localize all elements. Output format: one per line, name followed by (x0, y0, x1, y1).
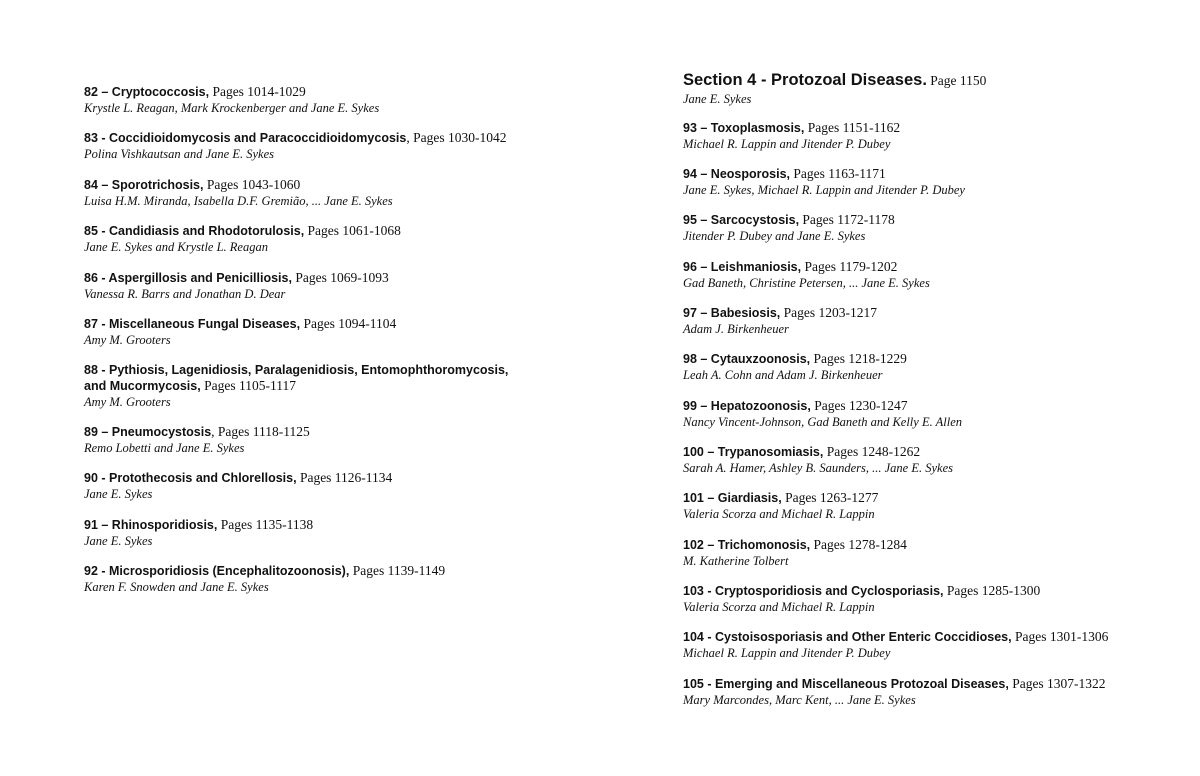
chapter-title[interactable]: 104 - Cystoisosporiasis and Other Enteric Coccidioses, (683, 630, 1012, 644)
chapter-entry-95[interactable] (683, 212, 1163, 244)
chapter-title-line (683, 259, 1163, 275)
chapter-authors: Karen F. Snowden and Jane E. Sykes (84, 580, 269, 594)
chapter-title[interactable]: 87 - Miscellaneous Fungal Diseases, (84, 317, 301, 331)
chapter-authors: Michael R. Lappin and Jitender P. Dubey (683, 646, 891, 660)
section-page: Page 1150 (926, 73, 987, 88)
chapter-title-line (683, 212, 1163, 228)
chapter-entry-101[interactable] (683, 490, 1163, 522)
chapter-title-line (84, 470, 554, 486)
chapter-entry-88[interactable] (84, 362, 554, 410)
chapter-title[interactable]: 91 – Rhinosporidiosis, (84, 518, 218, 532)
chapter-authors: Jane E. Sykes (84, 487, 153, 501)
chapter-pages: Pages 1230-1247 (810, 398, 908, 413)
chapter-pages: Pages 1139-1149 (349, 563, 446, 578)
chapter-title-line (683, 629, 1163, 645)
chapter-pages: Pages 1285-1300 (943, 583, 1041, 598)
chapter-authors: Polina Vishkautsan and Jane E. Sykes (84, 147, 275, 161)
chapter-pages: Pages 1043-1060 (203, 177, 301, 192)
chapter-entry-93[interactable] (683, 120, 1163, 152)
chapter-title[interactable]: 102 – Trichomonosis, (683, 538, 811, 552)
section-title-line (683, 70, 1163, 91)
chapter-title-line (683, 490, 1163, 506)
chapter-title-line (683, 676, 1163, 692)
chapter-entry-97[interactable] (683, 305, 1163, 337)
chapter-pages: Pages 1307-1322 (1008, 676, 1106, 691)
chapter-entry-94[interactable] (683, 166, 1163, 198)
chapter-entry-90[interactable] (84, 470, 554, 502)
chapter-authors: Luisa H.M. Miranda, Isabella D.F. Gremião, ... Jane E. Sykes (84, 194, 393, 208)
chapter-pages: Pages 1105-1117 (200, 378, 296, 393)
chapter-pages: Pages 1126-1134 (296, 470, 393, 485)
chapter-title-line (683, 583, 1163, 599)
chapter-title[interactable]: 92 - Microsporidiosis (Encephalitozoonosis), (84, 564, 350, 578)
chapter-pages: Pages 1014-1029 (209, 84, 306, 99)
chapter-authors: Jane E. Sykes and Krystle L. Reagan (84, 240, 268, 254)
section-authors: Jane E. Sykes (683, 92, 752, 106)
section-4-header[interactable] (683, 70, 1163, 107)
chapter-title-line (683, 537, 1163, 553)
chapter-title-line (84, 223, 554, 239)
chapter-title-line (84, 130, 554, 146)
chapter-entry-98[interactable] (683, 351, 1163, 383)
chapter-authors: M. Katherine Tolbert (683, 554, 789, 568)
chapter-title[interactable]: 89 – Pneumocystosis (84, 425, 212, 439)
chapter-entry-102[interactable] (683, 537, 1163, 569)
chapter-title-line (84, 517, 554, 533)
chapter-entry-96[interactable] (683, 259, 1163, 291)
chapter-title[interactable]: 90 - Protothecosis and Chlorellosis, (84, 471, 297, 485)
chapter-entry-92[interactable] (84, 563, 554, 595)
chapter-title[interactable]: 98 – Cytauxzoonosis, (683, 352, 811, 366)
chapter-title[interactable]: 103 - Cryptosporidiosis and Cyclosporiasis, (683, 584, 944, 598)
chapter-title[interactable]: 96 – Leishmaniosis, (683, 260, 802, 274)
chapter-pages: Pages 1203-1217 (780, 305, 878, 320)
chapter-title[interactable]: 83 - Coccidioidomycosis and Paracoccidioidomycosis (84, 131, 407, 145)
chapter-entry-82[interactable] (84, 84, 554, 116)
chapter-title-line (683, 351, 1163, 367)
chapter-authors: Vanessa R. Barrs and Jonathan D. Dear (84, 287, 286, 301)
chapter-title-line (683, 398, 1163, 414)
chapter-pages: Pages 1301-1306 (1011, 629, 1109, 644)
chapter-pages: Pages 1218-1229 (810, 351, 907, 366)
chapter-entry-99[interactable] (683, 398, 1163, 430)
chapter-title[interactable]: 88 - Pythiosis, Lagenidiosis, Paralagenidiosis, Entomophthoromycosis, (84, 363, 509, 377)
chapter-pages: Pages 1172-1178 (799, 212, 895, 227)
chapter-title-line (84, 84, 554, 100)
chapter-title[interactable]: 82 – Cryptococcosis, (84, 85, 210, 99)
chapter-title[interactable]: 94 – Neosporosis, (683, 167, 790, 181)
chapter-pages: , Pages 1030-1042 (406, 130, 507, 145)
chapter-pages: Pages 1094-1104 (300, 316, 397, 331)
chapter-title-line (84, 270, 554, 286)
chapter-title[interactable]: 86 - Aspergillosis and Penicilliosis, (84, 271, 292, 285)
chapter-title-line (84, 177, 554, 193)
chapter-pages: Pages 1263-1277 (781, 490, 879, 505)
chapter-entry-105[interactable] (683, 676, 1163, 708)
chapter-title[interactable]: 101 – Giardiasis, (683, 491, 782, 505)
chapter-entry-104[interactable] (683, 629, 1163, 661)
chapter-entry-89[interactable] (84, 424, 554, 456)
chapter-authors: Jane E. Sykes (84, 534, 153, 548)
chapter-pages: Pages 1248-1262 (823, 444, 921, 459)
chapter-authors: Mary Marcondes, Marc Kent, ... Jane E. Sykes (683, 693, 916, 707)
chapter-title[interactable]: 84 – Sporotrichosis, (84, 178, 204, 192)
chapter-pages: Pages 1069-1093 (291, 270, 389, 285)
chapter-title[interactable]: 100 – Trypanosomiasis, (683, 445, 824, 459)
chapter-title-continued[interactable]: and Mucormycosis, (84, 379, 201, 393)
chapter-entry-100[interactable] (683, 444, 1163, 476)
section-title[interactable]: Section 4 - Protozoal Diseases. (683, 71, 927, 89)
chapter-pages: Pages 1278-1284 (810, 537, 907, 552)
chapter-title[interactable]: 99 – Hepatozoonosis, (683, 399, 811, 413)
chapter-authors: Gad Baneth, Christine Petersen, ... Jane E. Sykes (683, 276, 930, 290)
chapter-entry-84[interactable] (84, 177, 554, 209)
chapter-title[interactable]: 97 – Babesiosis, (683, 306, 781, 320)
chapter-pages: Pages 1179-1202 (801, 259, 898, 274)
chapter-authors: Adam J. Birkenheuer (683, 322, 789, 336)
chapter-authors: Krystle L. Reagan, Mark Krockenberger and Jane E. Sykes (84, 101, 380, 115)
chapter-authors: Amy M. Grooters (84, 395, 171, 409)
chapter-entry-103[interactable] (683, 583, 1163, 615)
chapter-authors: Nancy Vincent-Johnson, Gad Baneth and Kelly E. Allen (683, 415, 962, 429)
chapter-entry-85[interactable] (84, 223, 554, 255)
chapter-pages: Pages 1135-1138 (217, 517, 314, 532)
chapter-authors: Remo Lobetti and Jane E. Sykes (84, 441, 245, 455)
chapter-title-line (84, 316, 554, 332)
chapter-title[interactable]: 93 – Toxoplasmosis, (683, 121, 805, 135)
chapter-authors: Jitender P. Dubey and Jane E. Sykes (683, 229, 866, 243)
chapter-authors: Valeria Scorza and Michael R. Lappin (683, 507, 875, 521)
chapter-entry-86[interactable] (84, 270, 554, 302)
chapter-authors: Leah A. Cohn and Adam J. Birkenheuer (683, 368, 883, 382)
chapter-title-line (84, 362, 554, 378)
chapter-title[interactable]: 105 - Emerging and Miscellaneous Protozoal Diseases, (683, 677, 1009, 691)
chapter-pages: Pages 1163-1171 (790, 166, 886, 181)
chapter-authors: Jane E. Sykes, Michael R. Lappin and Jitender P. Dubey (683, 183, 965, 197)
chapter-authors: Michael R. Lappin and Jitender P. Dubey (683, 137, 891, 151)
chapter-title[interactable]: 85 - Candidiasis and Rhodotorulosis, (84, 224, 305, 238)
chapter-title-line (84, 563, 554, 579)
chapter-entry-91[interactable] (84, 517, 554, 549)
chapter-pages: , Pages 1118-1125 (211, 424, 310, 439)
chapter-title[interactable]: 95 – Sarcocystosis, (683, 213, 800, 227)
chapter-pages: Pages 1151-1162 (804, 120, 901, 135)
chapter-title-line (683, 305, 1163, 321)
chapter-pages: Pages 1061-1068 (304, 223, 401, 238)
chapter-entry-83[interactable] (84, 130, 554, 162)
chapter-title-line-2 (84, 378, 554, 394)
chapter-authors: Sarah A. Hamer, Ashley B. Saunders, ... Jane E. Sykes (683, 461, 953, 475)
chapter-authors: Valeria Scorza and Michael R. Lappin (683, 600, 875, 614)
chapter-title-line (683, 120, 1163, 136)
chapter-title-line (84, 424, 554, 440)
chapter-entry-87[interactable] (84, 316, 554, 348)
chapter-title-line (683, 444, 1163, 460)
chapter-title-line (683, 166, 1163, 182)
chapter-authors: Amy M. Grooters (84, 333, 171, 347)
